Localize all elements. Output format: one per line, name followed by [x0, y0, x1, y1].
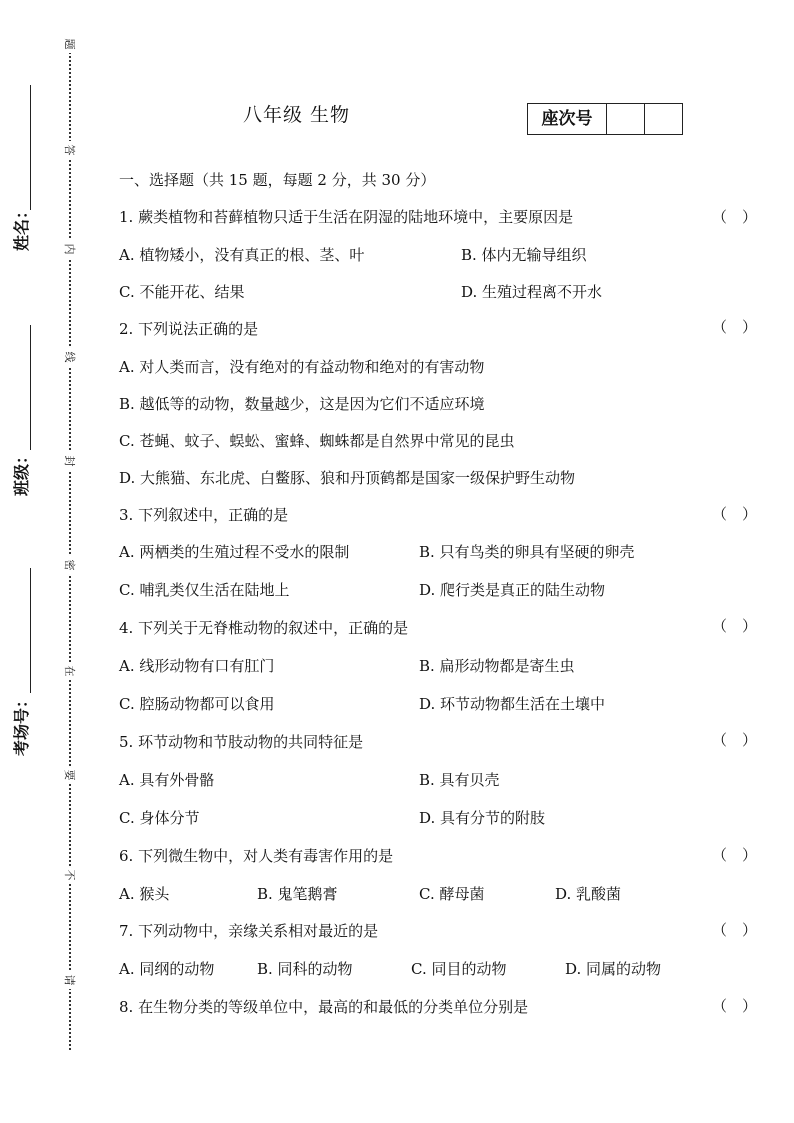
option: C. 身体分节 — [119, 809, 200, 827]
option: C. 不能开花、结果 — [119, 283, 245, 301]
option: A. 对人类而言，没有绝对的有益动物和绝对的有害动物 — [119, 358, 485, 376]
answer-bracket[interactable]: （ ） — [712, 997, 758, 1015]
section-heading: 一、选择题（共 15 题，每题 2 分，共 30 分） — [119, 171, 436, 189]
option: C. 酵母菌 — [419, 885, 485, 903]
option: B. 具有贝壳 — [419, 771, 500, 789]
answer-bracket[interactable]: （ ） — [712, 505, 758, 523]
question-stem: 2. 下列说法正确的是 — [119, 320, 259, 338]
option: B. 体内无输导组织 — [461, 246, 587, 264]
class-field[interactable] — [30, 325, 31, 450]
seal-char: 答 — [60, 141, 78, 159]
name-label: 姓名： — [12, 202, 31, 251]
option: B. 只有鸟类的卵具有坚硬的卵壳 — [419, 543, 635, 561]
question-stem: 1. 蕨类植物和苔藓植物只适于生活在阴湿的陆地环境中，主要原因是 — [119, 208, 574, 226]
option: D. 同属的动物 — [565, 960, 662, 978]
option: A. 线形动物有口有肛门 — [119, 657, 275, 675]
option: D. 生殖过程离不开水 — [461, 283, 603, 301]
seal-char: 线 — [60, 348, 78, 366]
name-field[interactable] — [30, 85, 31, 210]
seat-number-cell[interactable] — [645, 104, 682, 134]
answer-bracket[interactable]: （ ） — [712, 846, 758, 864]
option: A. 植物矮小，没有真正的根、茎、叶 — [119, 246, 365, 264]
answer-bracket[interactable]: （ ） — [712, 318, 758, 336]
question-stem: 5. 环节动物和节肢动物的共同特征是 — [119, 733, 364, 751]
binding-dotted-line — [69, 35, 71, 1050]
option: C. 哺乳类仅生活在陆地上 — [119, 581, 290, 599]
option: D. 环节动物都生活在土壤中 — [419, 695, 606, 713]
seal-char: 封 — [60, 452, 78, 470]
option: D. 大熊猫、东北虎、白鳖豚、狼和丹顶鹤都是国家一级保护野生动物 — [119, 469, 576, 487]
option: C. 腔肠动物都可以食用 — [119, 695, 275, 713]
answer-bracket[interactable]: （ ） — [712, 617, 758, 635]
option: D. 具有分节的附肢 — [419, 809, 546, 827]
exam-room-field[interactable] — [30, 568, 31, 693]
option: B. 扁形动物都是寄生虫 — [419, 657, 575, 675]
seal-char: 要 — [60, 766, 78, 784]
option: B. 越低等的动物，数量越少，这是因为它们不适应环境 — [119, 395, 485, 413]
seal-char: 题 — [60, 35, 78, 53]
question-stem: 3. 下列叙述中，正确的是 — [119, 506, 289, 524]
option: D. 爬行类是真正的陆生动物 — [419, 581, 606, 599]
option: B. 同科的动物 — [257, 960, 353, 978]
class-label: 班级： — [12, 447, 31, 496]
option: C. 苍蝇、蚊子、蜈蚣、蜜蜂、蜘蛛都是自然界中常见的昆虫 — [119, 432, 515, 450]
question-stem: 8. 在生物分类的等级单位中，最高的和最低的分类单位分别是 — [119, 998, 529, 1016]
option: C. 同目的动物 — [411, 960, 507, 978]
option: A. 具有外骨骼 — [119, 771, 215, 789]
answer-bracket[interactable]: （ ） — [712, 731, 758, 749]
seal-char: 内 — [60, 240, 78, 258]
option: A. 猴头 — [119, 885, 170, 903]
question-stem: 7. 下列动物中，亲缘关系相对最近的是 — [119, 922, 379, 940]
seat-number-cell[interactable] — [607, 104, 645, 134]
seal-char: 请 — [60, 971, 78, 989]
answer-bracket[interactable]: （ ） — [712, 208, 758, 226]
option: A. 两栖类的生殖过程不受水的限制 — [119, 543, 350, 561]
option: B. 鬼笔鹅膏 — [257, 885, 338, 903]
option: A. 同纲的动物 — [119, 960, 215, 978]
seal-char: 不 — [60, 866, 78, 884]
seat-number-label: 座次号 — [528, 104, 607, 134]
seat-number-box — [527, 103, 683, 135]
exam-room-label: 考场号： — [12, 691, 31, 756]
exam-title: 八年级 生物 — [243, 104, 351, 126]
seal-char: 密 — [60, 556, 78, 574]
question-stem: 4. 下列关于无脊椎动物的叙述中，正确的是 — [119, 619, 409, 637]
answer-bracket[interactable]: （ ） — [712, 921, 758, 939]
option: D. 乳酸菌 — [555, 885, 622, 903]
question-stem: 6. 下列微生物中，对人类有毒害作用的是 — [119, 847, 394, 865]
seal-char: 在 — [60, 662, 78, 680]
